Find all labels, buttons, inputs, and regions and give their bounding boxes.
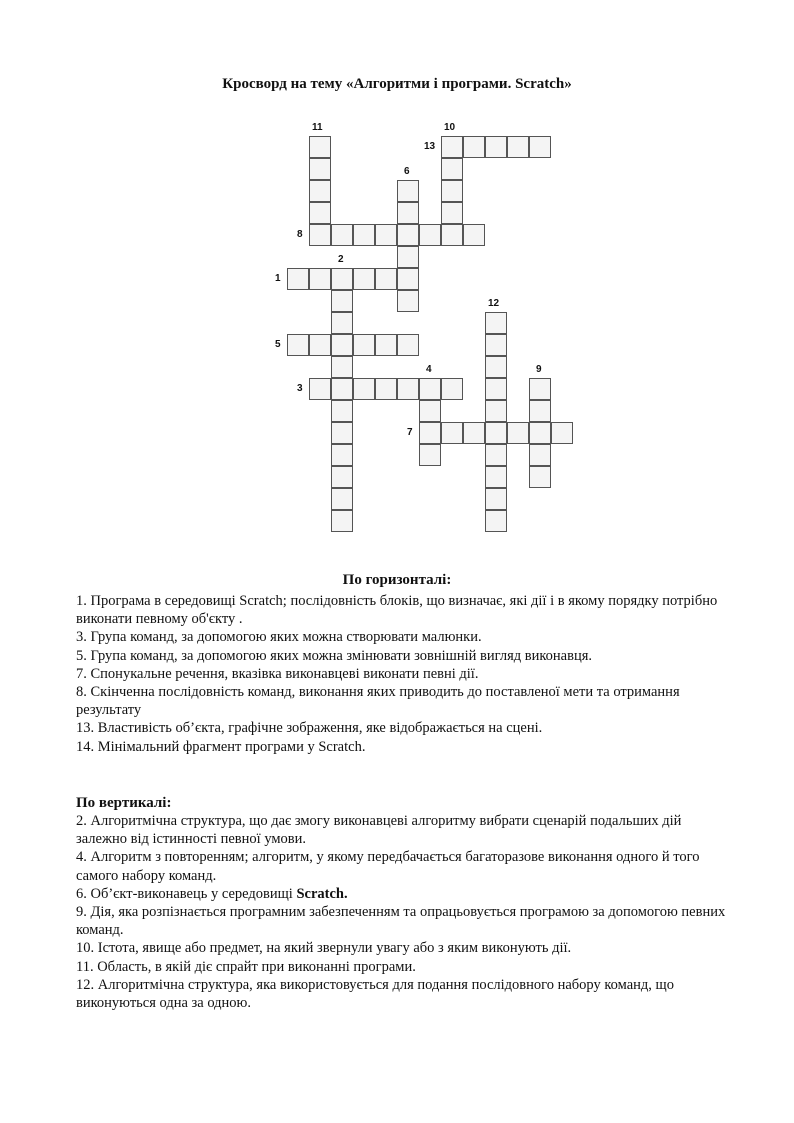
- crossword-cell: [441, 422, 463, 444]
- clue-number-12: 12: [488, 298, 500, 309]
- crossword-cell: [441, 224, 463, 246]
- crossword-cell: [441, 202, 463, 224]
- crossword-cell: [353, 378, 375, 400]
- crossword-cell: [463, 136, 485, 158]
- crossword-cell: [331, 488, 353, 510]
- clue-number-6: 6: [404, 166, 410, 177]
- crossword-cell: [353, 224, 375, 246]
- crossword-cell: [485, 356, 507, 378]
- crossword-cell: [331, 510, 353, 532]
- crossword-cell: [551, 422, 573, 444]
- crossword-cell: [375, 224, 397, 246]
- crossword-cell: [375, 334, 397, 356]
- crossword-cell: [463, 224, 485, 246]
- clue-number-1: 1: [275, 273, 281, 284]
- crossword-cell: [397, 180, 419, 202]
- crossword-cell: [331, 334, 353, 356]
- crossword-cell: [331, 466, 353, 488]
- crossword-cell: [507, 422, 529, 444]
- across-clue-3: 3. Група команд, за допомогою яких можна створювати малюнки.: [76, 629, 482, 646]
- down-clue-6: [76, 885, 726, 903]
- crossword-cell: [419, 224, 441, 246]
- crossword-cell: [397, 202, 419, 224]
- crossword-cell: [397, 268, 419, 290]
- crossword-cell: [529, 422, 551, 444]
- crossword-cell: [485, 312, 507, 334]
- crossword-grid: [0, 0, 794, 560]
- clue-number-9: 9: [536, 364, 542, 375]
- clue-number-13: 13: [424, 141, 436, 152]
- across-clue-13: 13. Властивість об’єкта, графічне зображення, яке відображається на сцені.: [76, 720, 543, 737]
- crossword-cell: [309, 268, 331, 290]
- across-heading: По горизонталі:: [342, 572, 452, 588]
- crossword-cell: [353, 268, 375, 290]
- crossword-cell: [441, 378, 463, 400]
- down-clue-9: 9. Дія, яка розпізнається програмним забезпеченням та опрацьовується програмою за допомогою певних команд.: [76, 904, 726, 939]
- across-clue-5: 5. Група команд, за допомогою яких можна змінювати зовнішній вигляд виконавця.: [76, 647, 593, 664]
- crossword-cell: [485, 488, 507, 510]
- down-clue-6-text: 6. Об’єкт-виконавець у середовищі: [76, 885, 297, 902]
- crossword-cell: [485, 422, 507, 444]
- crossword-cell: [529, 444, 551, 466]
- across-clue-7: 7. Спонукальне речення, вказівка виконавцеві виконати певні дії.: [76, 665, 479, 682]
- clue-number-11: 11: [312, 122, 323, 133]
- crossword-cell: [485, 334, 507, 356]
- down-clue-11: 11. Область, в якій діє спрайт при виконанні програми.: [76, 958, 416, 975]
- crossword-cell: [397, 246, 419, 268]
- crossword-cell: [419, 400, 441, 422]
- crossword-cell: [309, 180, 331, 202]
- crossword-cell: [485, 400, 507, 422]
- clue-number-7: 7: [407, 427, 413, 438]
- crossword-cell: [485, 136, 507, 158]
- clue-number-2: 2: [338, 254, 344, 265]
- crossword-cell: [441, 180, 463, 202]
- crossword-cell: [485, 466, 507, 488]
- crossword-cell: [485, 444, 507, 466]
- crossword-cell: [331, 356, 353, 378]
- crossword-cell: [397, 334, 419, 356]
- crossword-cell: [419, 444, 441, 466]
- crossword-cell: [309, 334, 331, 356]
- crossword-cell: [529, 400, 551, 422]
- crossword-cell: [397, 378, 419, 400]
- crossword-cell: [529, 136, 551, 158]
- crossword-cell: [309, 136, 331, 158]
- crossword-cell: [309, 158, 331, 180]
- page-title: Кросворд на тему «Алгоритми і програми. Scratch»: [222, 76, 572, 92]
- crossword-cell: [331, 224, 353, 246]
- clue-number-4: 4: [426, 364, 432, 375]
- crossword-cell: [331, 444, 353, 466]
- down-clue-6-bold: Scratch.: [296, 885, 348, 902]
- crossword-cell: [287, 268, 309, 290]
- crossword-cell: [309, 224, 331, 246]
- crossword-cell: [529, 378, 551, 400]
- across-clue-1: 1. Програма в середовищі Scratch; послідовність блоків, що визначає, які дії і в якому порядку потрібно виконати певному об'єкту .: [76, 593, 718, 628]
- crossword-cell: [463, 422, 485, 444]
- crossword-cell: [309, 378, 331, 400]
- crossword-cell: [419, 378, 441, 400]
- crossword-cell: [331, 268, 353, 290]
- crossword-cell: [419, 422, 441, 444]
- crossword-cell: [353, 334, 375, 356]
- crossword-cell: [331, 312, 353, 334]
- crossword-cell: [331, 400, 353, 422]
- across-clue-8: 8. Скінченна послідовність команд, виконання яких приводить до поставленої мети та отримання результату: [76, 684, 680, 719]
- clue-number-8: 8: [297, 229, 303, 240]
- crossword-cell: [485, 378, 507, 400]
- crossword-cell: [331, 378, 353, 400]
- down-clue-4: 4. Алгоритм з повторенням; алгоритм, у якому передбачається багаторазове виконання одного й того самого набору команд.: [76, 849, 700, 884]
- crossword-cell: [375, 378, 397, 400]
- clue-number-5: 5: [275, 339, 281, 350]
- down-clues: [76, 812, 726, 1012]
- crossword-cell: [507, 136, 529, 158]
- crossword-cell: [309, 202, 331, 224]
- across-clues: [76, 592, 726, 756]
- clue-number-3: 3: [297, 383, 303, 394]
- crossword-cell: [397, 290, 419, 312]
- crossword-cell: [529, 466, 551, 488]
- crossword-cell: [397, 224, 419, 246]
- across-clue-14: 14. Мінімальний фрагмент програми у Scratch.: [76, 738, 366, 755]
- crossword-cell: [331, 290, 353, 312]
- crossword-cell: [441, 158, 463, 180]
- crossword-cell: [441, 136, 463, 158]
- crossword-cell: [287, 334, 309, 356]
- crossword-cell: [375, 268, 397, 290]
- down-clue-2: 2. Алгоритмічна структура, що дає змогу виконавцеві алгоритму вибрати сценарій подальших дій залежно від істинності певної умови.: [76, 813, 682, 848]
- crossword-cell: [331, 422, 353, 444]
- down-clue-12: 12. Алгоритмічна структура, яка використовується для подання послідовного набору команд, що виконуються одна за одною.: [76, 976, 674, 1012]
- crossword-cell: [485, 510, 507, 532]
- clue-number-10: 10: [444, 122, 456, 133]
- down-clue-10: 10. Істота, явище або предмет, на який звернули увагу або з яким виконують дії.: [76, 940, 572, 957]
- down-heading: По вертикалі:: [76, 795, 172, 811]
